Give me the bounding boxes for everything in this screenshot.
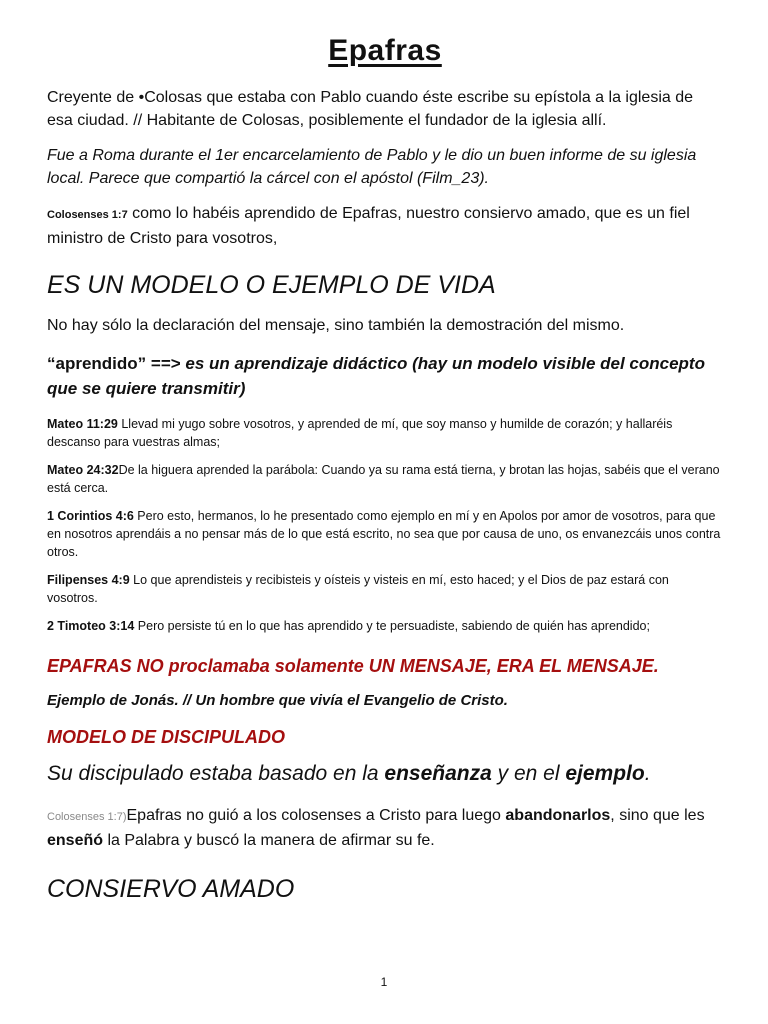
emphasis-enseno: enseñó [47,832,104,849]
verse-text: Pero persiste tú en lo que has aprendido y te persuadiste, sabiendo de quién has aprendido; [134,619,650,633]
verse-reference: 1 Corintios 4:6 [47,509,134,523]
colosenses-1-7-guio-paragraph [47,804,723,852]
page-title: Epafras [328,34,442,67]
aprendido-word: “aprendido” ==> [47,354,181,373]
red-statement: EPAFRAS NO proclamaba solamente UN MENSAJE, ERA EL MENSAJE. [47,656,659,676]
discipulado-text: Su discipulado estaba basado en la [47,762,385,785]
verse-reference: Filipenses 4:9 [47,573,130,587]
document-page [47,34,723,918]
colosenses-1-7-paragraph [47,202,723,250]
paragraph-text: , sino que les [610,807,705,824]
verse-text: Llevad mi yugo sobre vosotros, y aprended de mí, que soy manso y humilde de corazón; y hallaréis descanso para vuestras almas; [47,417,673,449]
verse-1-corintios-4-6 [47,507,723,561]
verse-text: como lo habéis aprendido de Epafras, nuestro consiervo amado, que es un fiel ministro de Cristo para vosotros, [47,205,690,247]
verse-reference: Mateo 24:32 [47,463,119,477]
discipulado-emphasis-ensenanza: enseñanza [384,762,492,785]
verse-mateo-11-29 [47,415,723,451]
paragraph-text: Epafras no guió a los colosenses a Cristo para luego [126,807,506,824]
verse-mateo-24-32 [47,461,723,497]
verse-reference: Mateo 11:29 [47,417,118,431]
jonas-line: Ejemplo de Jonás. // Un hombre que vivía el Evangelio de Cristo. [47,692,508,709]
discipulado-emphasis-ejemplo: ejemplo [565,762,645,785]
heading-discipulado: MODELO DE DISCIPULADO [47,727,286,747]
verse-reference: Colosenses 1:7) [47,811,127,823]
aprendido-rest: es un aprendizaje didáctico (hay un modelo visible del concepto que se quiere transmitir) [47,354,705,398]
verse-text: De la higuera aprended la parábola: Cuando ya su rama está tierna, y brotan las hojas, sabéis que el verano está cerca. [47,463,720,495]
verse-2-timoteo-3-14 [47,617,723,635]
heading-consiervo: CONSIERVO AMADO [47,875,295,903]
verse-reference: Colosenses 1:7 [47,209,128,221]
emphasis-abandonarlos: abandonarlos [505,807,611,824]
intro-paragraph: Creyente de •Colosas que estaba con Pablo cuando éste escribe su epístola a la iglesia de esa ciudad. // Habitante de Colosas, posiblemente el fundador de la iglesia allí. [47,89,694,129]
verse-text: Pero esto, hermanos, lo he presentado como ejemplo en mí y en Apolos por amor de vosotros, para que en nosotros aprendáis a no pensar más de lo que está escrito, no sea que por causa de uno, os envanezcáis unos contra otros. [47,509,721,559]
aprendido-heading [47,351,723,401]
discipulado-statement [47,760,723,788]
paragraph-text: la Palabra y buscó la manera de afirmar su fe. [103,832,435,849]
discipulado-text: . [644,762,651,785]
page-number: 1 [380,975,388,989]
discipulado-text: y en el [491,762,566,785]
verse-filipenses-4-9 [47,571,723,607]
intro-italic-paragraph: Fue a Roma durante el 1er encarcelamiento de Pablo y le dio un buen informe de su iglesia local. Parece que compartió la cárcel con el apóstol (Film_23). [47,147,697,187]
declaracion-paragraph: No hay sólo la declaración del mensaje, sino también la demostración del mismo. [47,317,625,334]
verse-reference: 2 Timoteo 3:14 [47,619,135,633]
verse-text: Lo que aprendisteis y recibisteis y oísteis y visteis en mí, esto haced; y el Dios de paz estará con vosotros. [47,573,669,605]
heading-modelo-ejemplo: ES UN MODELO O EJEMPLO DE VIDA [47,271,496,299]
